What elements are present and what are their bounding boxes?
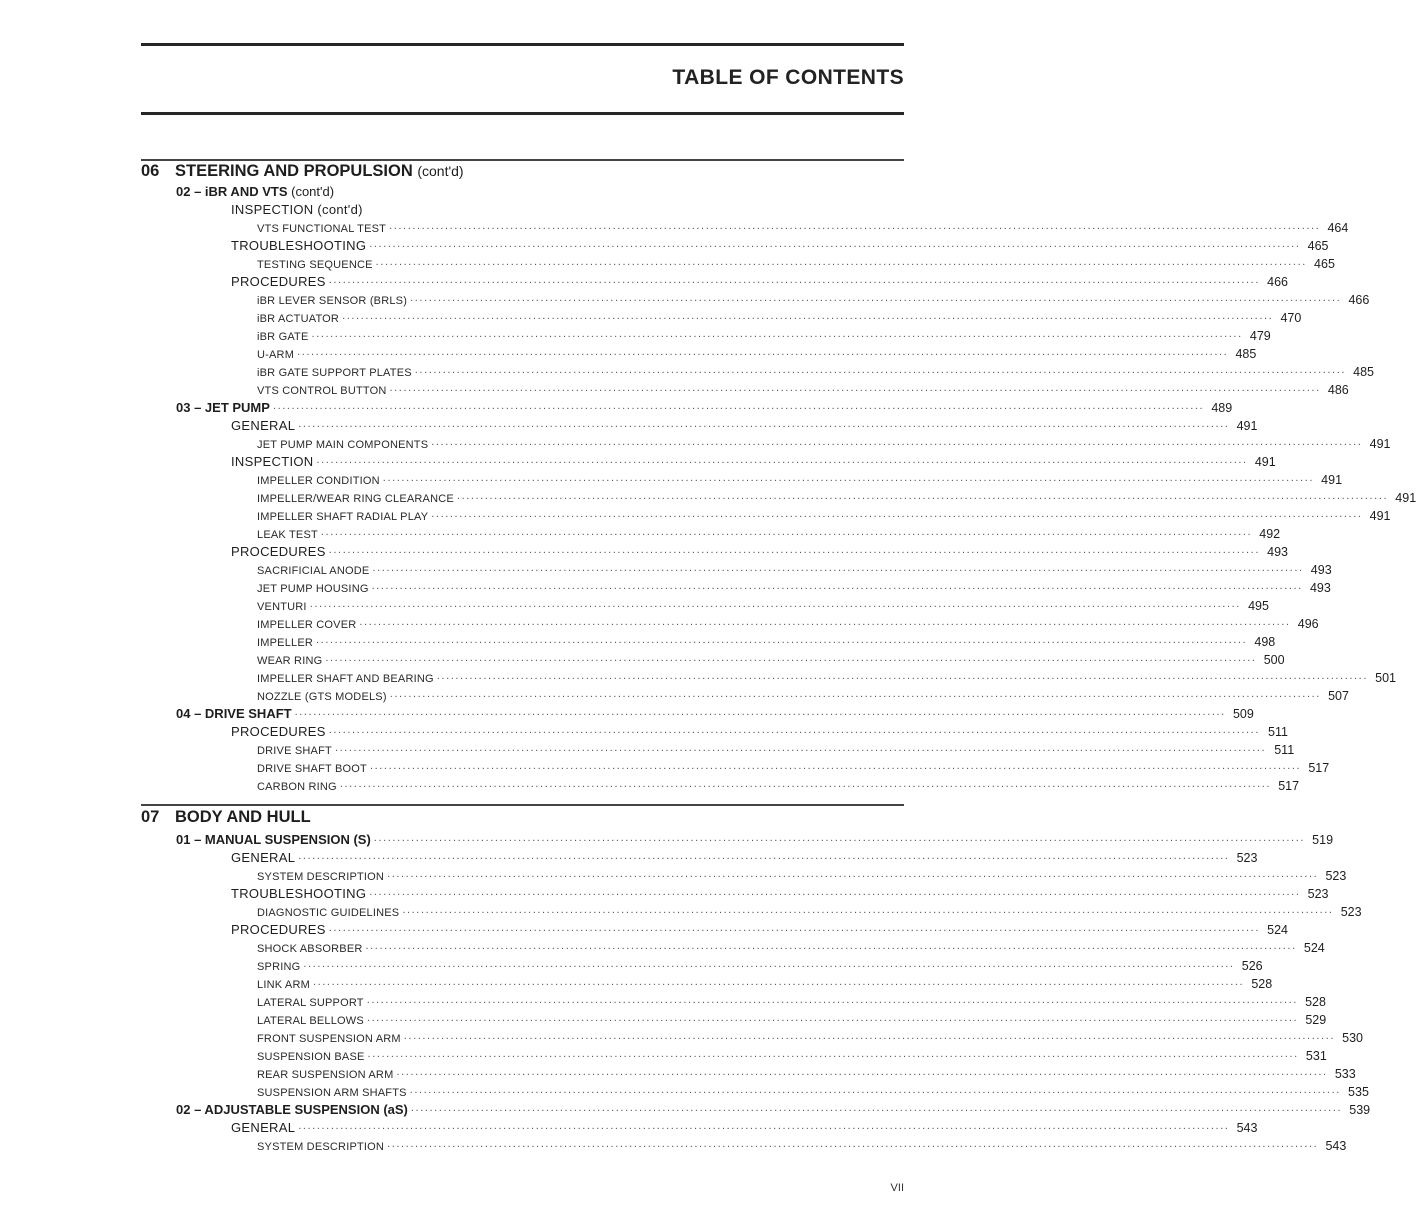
- dot-leader: ........................................................................................................................................................................................................: [365, 940, 1297, 952]
- section-rule: [141, 804, 904, 806]
- toc-entry[interactable]: [257, 937, 1325, 955]
- toc-entry-label: PROCEDURES: [231, 544, 326, 559]
- toc-entry-label: LINK ARM: [257, 979, 310, 991]
- dot-leader: ........................................................................................................................................................................................................: [389, 382, 1321, 394]
- toc-entry-page: 485: [1353, 365, 1375, 379]
- toc-entry-page: 517: [1308, 761, 1330, 775]
- toc-entry[interactable]: [257, 775, 1300, 793]
- toc-entry-label: SACRIFICIAL ANODE: [257, 565, 370, 577]
- toc-entry-label: 01 – MANUAL SUSPENSION (S): [176, 832, 371, 847]
- dot-leader: ........................................................................................................................................................................................................: [309, 598, 1241, 610]
- toc-entry-page: 529: [1305, 1013, 1327, 1027]
- toc-entry-label: 02 – ADJUSTABLE SUSPENSION (aS): [176, 1102, 408, 1117]
- toc-entry-label: FRONT SUSPENSION ARM: [257, 1033, 401, 1045]
- top-rule: [141, 43, 904, 46]
- toc-entry-label: PROCEDURES: [231, 922, 326, 937]
- toc-entry-label: SYSTEM DESCRIPTION: [257, 871, 385, 883]
- toc-entry-page: 464: [1327, 221, 1349, 235]
- toc-entry[interactable]: [257, 667, 1396, 685]
- dot-leader: ........................................................................................................................................................................................................: [369, 238, 1301, 250]
- toc-entry-label: WEAR RING: [257, 655, 323, 667]
- toc-entry-page: 491: [1369, 437, 1391, 451]
- toc-entry[interactable]: [231, 721, 1288, 739]
- toc-entry[interactable]: [257, 433, 1391, 451]
- toc-entry[interactable]: [257, 991, 1326, 1009]
- toc-entry-label: 02 – iBR AND VTS: [176, 184, 288, 199]
- toc-entry-page: 479: [1249, 329, 1271, 343]
- section-number: 06: [141, 162, 160, 180]
- toc-entry[interactable]: [257, 523, 1281, 541]
- dot-leader: ........................................................................................................................................................................................................: [328, 724, 1260, 736]
- dot-leader: ........................................................................................................................................................................................................: [456, 490, 1389, 502]
- toc-entry[interactable]: [257, 1027, 1363, 1045]
- toc-entry-label: SUSPENSION ARM SHAFTS: [257, 1087, 407, 1099]
- dot-leader: ........................................................................................................................................................................................................: [410, 292, 1342, 304]
- toc-entry-page: 491: [1321, 473, 1343, 487]
- toc-entry[interactable]: [231, 199, 904, 217]
- toc-entry-label: CARBON RING: [257, 781, 337, 793]
- toc-entry-label: DRIVE SHAFT BOOT: [257, 763, 367, 775]
- toc-entry-label: GENERAL: [231, 850, 296, 865]
- toc-entry-page: 466: [1267, 275, 1288, 289]
- dot-leader: ........................................................................................................................................................................................................: [298, 1120, 1230, 1132]
- toc-entry[interactable]: [257, 469, 1343, 487]
- toc-entry-label: VTS CONTROL BUTTON: [257, 385, 387, 397]
- toc-entry-page: 491: [1395, 491, 1416, 505]
- dot-leader: ........................................................................................................................................................................................................: [369, 886, 1301, 898]
- toc-entry-page: 485: [1235, 347, 1257, 361]
- toc-entry[interactable]: [257, 595, 1269, 613]
- toc-entry[interactable]: [257, 217, 1349, 235]
- toc-entry[interactable]: [176, 181, 904, 199]
- toc-entry[interactable]: [257, 739, 1295, 757]
- section-title: BODY AND HULL: [175, 808, 311, 826]
- toc-entry-label: PROCEDURES: [231, 274, 326, 289]
- toc-entry-suffix: (cont'd): [291, 184, 335, 199]
- toc-entry-label: NOZZLE (GTS MODELS): [257, 691, 387, 703]
- dot-leader: ........................................................................................................................................................................................................: [431, 508, 1363, 520]
- toc-entry-page: 492: [1259, 527, 1281, 541]
- toc-entry-label: IMPELLER SHAFT RADIAL PLAY: [257, 511, 429, 523]
- dot-leader: ........................................................................................................................................................................................................: [334, 742, 1267, 754]
- toc-entry[interactable]: [257, 343, 1257, 361]
- toc-entry[interactable]: [231, 451, 1276, 469]
- toc-entry-page: 491: [1369, 509, 1391, 523]
- toc-entry[interactable]: [257, 865, 1347, 883]
- toc-entry-label: IMPELLER COVER: [257, 619, 357, 631]
- toc-entry[interactable]: [176, 703, 1254, 721]
- toc-entry-label: JET PUMP HOUSING: [257, 583, 369, 595]
- toc-entry-page: 493: [1310, 563, 1332, 577]
- toc-entry[interactable]: [257, 289, 1370, 307]
- toc-entry-page: 491: [1254, 455, 1276, 469]
- toc-entry-page: 465: [1307, 239, 1329, 253]
- toc-entry-label: SHOCK ABSORBER: [257, 943, 363, 955]
- toc-entry-page: 501: [1375, 671, 1396, 685]
- toc-entry[interactable]: [257, 649, 1285, 667]
- dot-leader: ........................................................................................................................................................................................................: [371, 580, 1303, 592]
- toc-entry-label: SYSTEM DESCRIPTION: [257, 1141, 385, 1153]
- dot-leader: ........................................................................................................................................................................................................: [298, 418, 1230, 430]
- toc-entry[interactable]: [257, 325, 1271, 343]
- toc-entry-page: 507: [1328, 689, 1349, 703]
- toc-entry-label: SUSPENSION BASE: [257, 1051, 365, 1063]
- dot-leader: ........................................................................................................................................................................................................: [396, 1066, 1328, 1078]
- dot-leader: ........................................................................................................................................................................................................: [409, 1084, 1341, 1096]
- toc-entry-label: REAR SUSPENSION ARM: [257, 1069, 394, 1081]
- toc-entry-label: IMPELLER: [257, 637, 314, 649]
- toc-entry[interactable]: [257, 361, 1375, 379]
- section-header: [141, 808, 904, 828]
- toc-entry[interactable]: [176, 1099, 1371, 1117]
- section-rule: [141, 159, 904, 161]
- toc-entry-page: 524: [1267, 923, 1288, 937]
- toc-entry-label: GENERAL: [231, 1120, 296, 1135]
- dot-leader: ........................................................................................................................................................................................................: [328, 922, 1260, 934]
- toc-entry[interactable]: [176, 829, 1334, 847]
- toc-entry-label: LATERAL BELLOWS: [257, 1015, 364, 1027]
- dot-leader: ........................................................................................................................................................................................................: [294, 706, 1226, 718]
- toc-entry-label: iBR ACTUATOR: [257, 313, 340, 325]
- toc-entry[interactable]: [257, 307, 1302, 325]
- toc-entry-label: JET PUMP MAIN COMPONENTS: [257, 439, 429, 451]
- toc-entry-page: 486: [1327, 383, 1349, 397]
- toc-entry-label: VENTURI: [257, 601, 307, 613]
- toc-entry[interactable]: [257, 559, 1332, 577]
- dot-leader: ........................................................................................................................................................................................................: [312, 976, 1245, 988]
- dot-leader: ........................................................................................................................................................................................................: [328, 544, 1260, 556]
- dot-leader: ........................................................................................................................................................................................................: [402, 904, 1334, 916]
- toc-entry-label: U-ARM: [257, 349, 295, 361]
- toc-entry[interactable]: [231, 847, 1258, 865]
- dot-leader: ........................................................................................................................................................................................................: [403, 1030, 1335, 1042]
- dot-leader: ........................................................................................................................................................................................................: [431, 436, 1363, 448]
- dot-leader: ........................................................................................................................................................................................................: [387, 868, 1319, 880]
- toc-entry-page: 526: [1241, 959, 1263, 973]
- toc-entry[interactable]: [257, 955, 1263, 973]
- toc-entry-page: 470: [1280, 311, 1302, 325]
- toc-entry-page: 531: [1305, 1049, 1327, 1063]
- dot-leader: ........................................................................................................................................................................................................: [369, 760, 1302, 772]
- dot-leader: ........................................................................................................................................................................................................: [316, 634, 1248, 646]
- section-title: STEERING AND PROPULSION (cont'd): [175, 162, 464, 180]
- toc-entry-label: IMPELLER SHAFT AND BEARING: [257, 673, 434, 685]
- dot-leader: ........................................................................................................................................................................................................: [359, 616, 1291, 628]
- page-title: TABLE OF CONTENTS: [672, 66, 904, 89]
- toc-entry[interactable]: [257, 685, 1349, 703]
- dot-leader: ........................................................................................................................................................................................................: [366, 994, 1298, 1006]
- dot-leader: ........................................................................................................................................................................................................: [320, 526, 1253, 538]
- toc-entry-label: SPRING: [257, 961, 301, 973]
- toc-entry-page: 539: [1349, 1103, 1371, 1117]
- toc-entry-label: PROCEDURES: [231, 724, 326, 739]
- toc-entry[interactable]: [257, 757, 1330, 775]
- toc-entry-label: DRIVE SHAFT: [257, 745, 332, 757]
- toc-entry-label: IMPELLER/WEAR RING CLEARANCE: [257, 493, 454, 505]
- toc-entry-page: 489: [1211, 401, 1233, 415]
- toc-entry[interactable]: [231, 415, 1258, 433]
- dot-leader: ........................................................................................................................................................................................................: [410, 1102, 1343, 1114]
- dot-leader: ........................................................................................................................................................................................................: [382, 472, 1315, 484]
- toc-entry-page: 493: [1267, 545, 1288, 559]
- toc-entry[interactable]: [231, 235, 1329, 253]
- toc-entry[interactable]: [257, 379, 1349, 397]
- toc-entry-label: LATERAL SUPPORT: [257, 997, 364, 1009]
- section-suffix: (cont'd): [417, 163, 464, 179]
- toc-entry-page: 517: [1278, 779, 1300, 793]
- toc-entry-label: iBR LEVER SENSOR (BRLS): [257, 295, 408, 307]
- toc-entry-page: 509: [1232, 707, 1254, 721]
- toc-entry-page: 500: [1263, 653, 1285, 667]
- toc-entry-suffix: (cont'd): [317, 202, 363, 217]
- dot-leader: ........................................................................................................................................................................................................: [303, 958, 1235, 970]
- toc-entry-page: 524: [1303, 941, 1325, 955]
- dot-leader: ........................................................................................................................................................................................................: [366, 1012, 1299, 1024]
- toc-entry-label: TESTING SEQUENCE: [257, 259, 373, 271]
- section-header: [141, 162, 904, 182]
- toc-entry-page: 498: [1254, 635, 1276, 649]
- toc-entry-page: 519: [1312, 833, 1334, 847]
- toc-entry[interactable]: [257, 901, 1362, 919]
- toc-entry[interactable]: [231, 919, 1288, 937]
- toc-entry-label: 04 – DRIVE SHAFT: [176, 706, 292, 721]
- toc-entry[interactable]: [257, 505, 1391, 523]
- toc-entry[interactable]: [231, 1117, 1258, 1135]
- toc-entry-label: INSPECTION: [231, 202, 314, 217]
- toc-entry[interactable]: [176, 397, 1233, 415]
- dot-leader: ........................................................................................................................................................................................................: [342, 310, 1274, 322]
- toc-entry-page: 535: [1348, 1085, 1369, 1099]
- toc-entry[interactable]: [257, 1081, 1369, 1099]
- toc-entry-page: 466: [1348, 293, 1370, 307]
- toc-entry-page: 496: [1297, 617, 1319, 631]
- toc-entry[interactable]: [257, 1045, 1327, 1063]
- toc-entry[interactable]: [257, 1063, 1356, 1081]
- title-rule: [141, 112, 904, 115]
- toc-entry-label: VTS FUNCTIONAL TEST: [257, 223, 387, 235]
- toc-entry[interactable]: [257, 1009, 1327, 1027]
- dot-leader: ........................................................................................................................................................................................................: [325, 652, 1257, 664]
- toc-entry-label: IMPELLER CONDITION: [257, 475, 380, 487]
- toc-entry-label: GENERAL: [231, 418, 296, 433]
- toc-entry-page: 523: [1307, 887, 1329, 901]
- toc-entry-label: INSPECTION: [231, 454, 314, 469]
- dot-leader: ........................................................................................................................................................................................................: [389, 220, 1321, 232]
- toc-entry-page: 465: [1314, 257, 1335, 271]
- toc-entry-label: TROUBLESHOOTING: [231, 886, 367, 901]
- dot-leader: ........................................................................................................................................................................................................: [372, 562, 1304, 574]
- toc-entry-page: 511: [1268, 725, 1288, 739]
- dot-leader: ........................................................................................................................................................................................................: [367, 1048, 1299, 1060]
- toc-entry-page: 493: [1309, 581, 1331, 595]
- toc-entry-page: 511: [1274, 743, 1295, 757]
- dot-leader: ........................................................................................................................................................................................................: [436, 670, 1368, 682]
- dot-leader: ........................................................................................................................................................................................................: [414, 364, 1347, 376]
- toc-entry-label: iBR GATE SUPPORT PLATES: [257, 367, 412, 379]
- toc-entry-page: 530: [1342, 1031, 1363, 1045]
- toc-entry[interactable]: [257, 253, 1335, 271]
- toc-entry-page: 523: [1325, 869, 1347, 883]
- toc-entry[interactable]: [257, 613, 1319, 631]
- dot-leader: ........................................................................................................................................................................................................: [328, 274, 1260, 286]
- toc-entry[interactable]: [231, 883, 1329, 901]
- page-number: VII: [890, 1182, 904, 1194]
- toc-entry-label: iBR GATE: [257, 331, 309, 343]
- toc-entry[interactable]: [257, 487, 1416, 505]
- toc-entry[interactable]: [257, 577, 1331, 595]
- dot-leader: ........................................................................................................................................................................................................: [298, 850, 1230, 862]
- toc-entry-page: 533: [1334, 1067, 1356, 1081]
- toc-entry[interactable]: [257, 1135, 1347, 1153]
- toc-entry-page: 543: [1325, 1139, 1347, 1153]
- toc-entry-page: 523: [1236, 851, 1258, 865]
- dot-leader: ........................................................................................................................................................................................................: [387, 1138, 1319, 1150]
- dot-leader: ........................................................................................................................................................................................................: [375, 256, 1307, 268]
- toc-entry-label: DIAGNOSTIC GUIDELINES: [257, 907, 400, 919]
- toc-entry-page: 528: [1305, 995, 1326, 1009]
- dot-leader: ........................................................................................................................................................................................................: [297, 346, 1229, 358]
- toc-entry[interactable]: [257, 631, 1276, 649]
- toc-entry[interactable]: [231, 541, 1288, 559]
- dot-leader: ........................................................................................................................................................................................................: [316, 454, 1248, 466]
- toc-entry-label: 03 – JET PUMP: [176, 400, 270, 415]
- dot-leader: ........................................................................................................................................................................................................: [339, 778, 1272, 790]
- section-number: 07: [141, 808, 160, 826]
- toc-entry-page: 523: [1340, 905, 1362, 919]
- dot-leader: ........................................................................................................................................................................................................: [311, 328, 1243, 340]
- toc-entry[interactable]: [231, 271, 1288, 289]
- toc-entry-page: 491: [1236, 419, 1258, 433]
- dot-leader: ........................................................................................................................................................................................................: [272, 400, 1205, 412]
- toc-entry-page: 528: [1251, 977, 1273, 991]
- toc-entry-page: 495: [1248, 599, 1269, 613]
- toc-entry[interactable]: [257, 973, 1273, 991]
- toc-entry-label: LEAK TEST: [257, 529, 318, 541]
- dot-leader: ........................................................................................................................................................................................................: [373, 832, 1306, 844]
- toc-entry-page: 543: [1236, 1121, 1258, 1135]
- toc-entry-label: TROUBLESHOOTING: [231, 238, 367, 253]
- dot-leader: ........................................................................................................................................................................................................: [389, 688, 1321, 700]
